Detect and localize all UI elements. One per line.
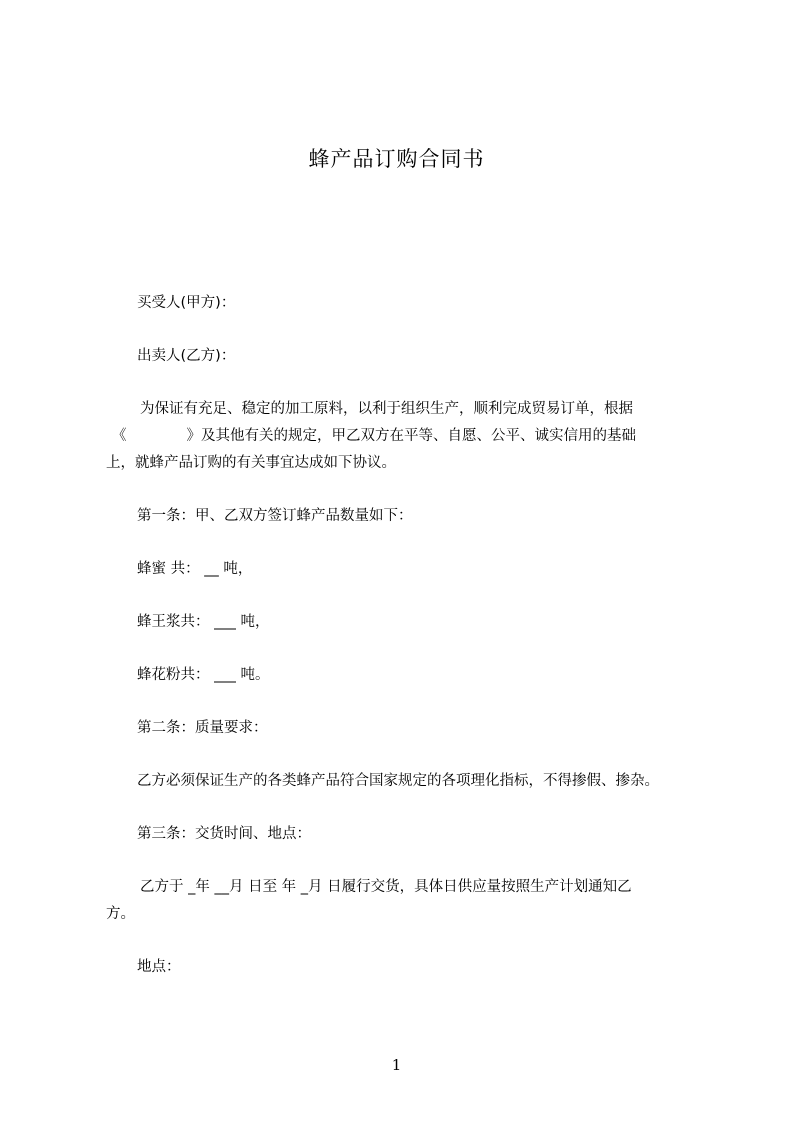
page-number: 1	[391, 1056, 402, 1074]
intro-line-1: 为保证有充足、稳定的加工原料，以利于组织生产，顺利完成贸易订单，根据	[140, 401, 633, 417]
intro-line-2	[112, 426, 636, 446]
document-title: 蜂产品订购合同书	[308, 147, 485, 171]
article1-heading: 第一条：甲、乙双方签订蜂产品数量如下：	[137, 508, 413, 524]
open-bracket: 《	[112, 428, 127, 444]
intro-line-3: 上，就蜂产品订购的有关事宜达成如下协议。	[106, 455, 396, 471]
seller-line: 出卖人(乙方)：	[137, 348, 236, 364]
intro-line-2-text: 》及其他有关的规定，甲乙双方在平等、自愿、公平、诚实信用的基础	[186, 428, 636, 444]
delivery-time-line-1: 乙方于 _年 __月 日至 年 _月 日履行交货，具体日供应量按照生产计划通知乙	[140, 879, 632, 895]
delivery-time-line-2: 方。	[106, 906, 135, 922]
delivery-location: 地点：	[137, 959, 181, 975]
article3-heading: 第三条：交货时间、地点：	[137, 826, 311, 842]
honey-quantity: 蜂蜜 共： __ 吨，	[137, 561, 253, 577]
article2-heading: 第二条：质量要求：	[137, 720, 268, 736]
buyer-line: 买受人(甲方)：	[137, 295, 236, 311]
royal-jelly-quantity: 蜂王浆共： ___ 吨，	[137, 614, 270, 630]
article2-body: 乙方必须保证生产的各类蜂产品符合国家规定的各项理化指标，不得掺假、掺杂。	[137, 773, 659, 789]
pollen-quantity: 蜂花粉共： ___ 吨。	[137, 667, 270, 683]
